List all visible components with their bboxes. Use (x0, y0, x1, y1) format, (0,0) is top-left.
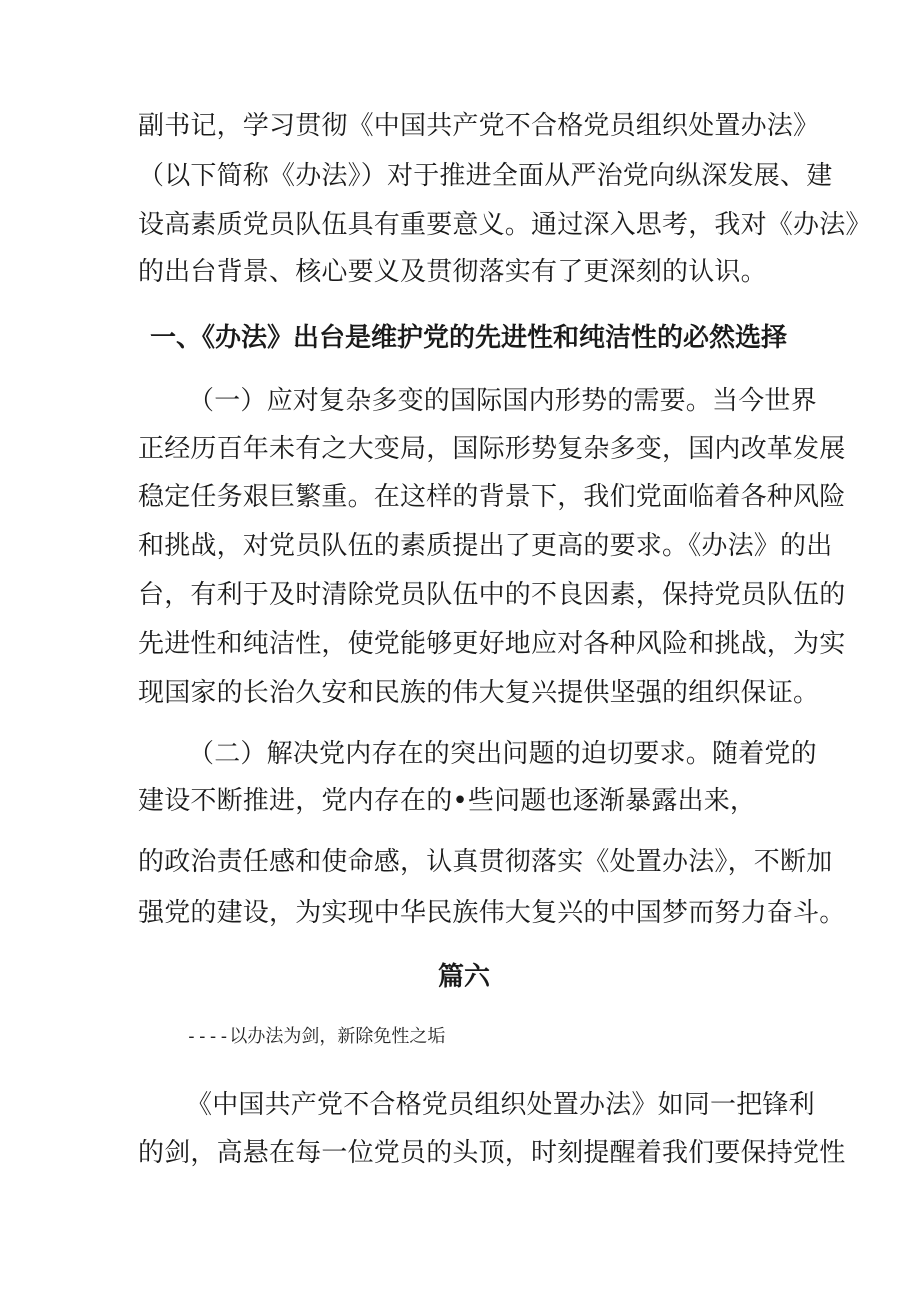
para1-line-2: 正经历百年未有之大变局，国际形势复杂多变，国内改革发展 (138, 434, 846, 464)
section-heading: 一、《办法》出台是维护党的先进性和纯洁性的必然选择 (150, 323, 788, 353)
chapter-subtitle: ----以办法为剑，新除免性之垢 (186, 1026, 446, 1047)
intro-line-4: 的出台背景、核心要义及贯彻落实有了更深刻的认识。 (138, 257, 767, 287)
para1-line-3: 稳定任务艰巨繁重。在这样的背景下，我们党面临着各种风险 (138, 482, 846, 512)
chapter-title: 篇六 (438, 962, 491, 992)
intro-line-2: （以下简称《办法》）对于推进全面从严治党向纵深发展、建 (138, 161, 833, 191)
para1-line-7: 现国家的长治久安和民族的伟大复兴提供坚强的组织保证。 (138, 678, 820, 708)
para1-line-1: （一）应对复杂多变的国际国内形势的需要。当今世界 (188, 386, 817, 416)
para1-line-5: 台，有利于及时清除党员队伍中的不良因素，保持党员队伍的 (138, 580, 846, 610)
para1-line-6: 先进性和纯洁性，使党能够更好地应对各种风险和挑战，为实 (138, 629, 846, 659)
intro-line-1: 副书记，学习贯彻《中国共产党不合格党员组织处置办法》 (138, 111, 820, 141)
para4-line-2: 的剑，高悬在每一位党员的头顶，时刻提醒着我们要保持党性 (138, 1138, 846, 1168)
para3-line-1: 的政治责任感和使命感，认真贯彻落实《处置办法》，不断加 (138, 847, 833, 877)
para1-line-4: 和挑战，对党员队伍的素质提出了更高的要求。《办法》的出 (138, 531, 833, 561)
para2-line-2: 建设不断推进，党内存在的•些问题也逐渐暴露出来， (138, 786, 757, 816)
para3-line-2: 强党的建设，为实现中华民族伟大复兴的中国梦而努力奋斗。 (138, 898, 846, 928)
para2-line-1: （二）解决党内存在的突出问题的迫切要求。随着党的 (188, 739, 817, 769)
intro-line-3: 设高素质党员队伍具有重要意义。通过深入思考，我对《办法》 (138, 210, 872, 240)
para4-line-1: 《中国共产党不合格党员组织处置办法》如同一把锋利 (186, 1090, 815, 1120)
